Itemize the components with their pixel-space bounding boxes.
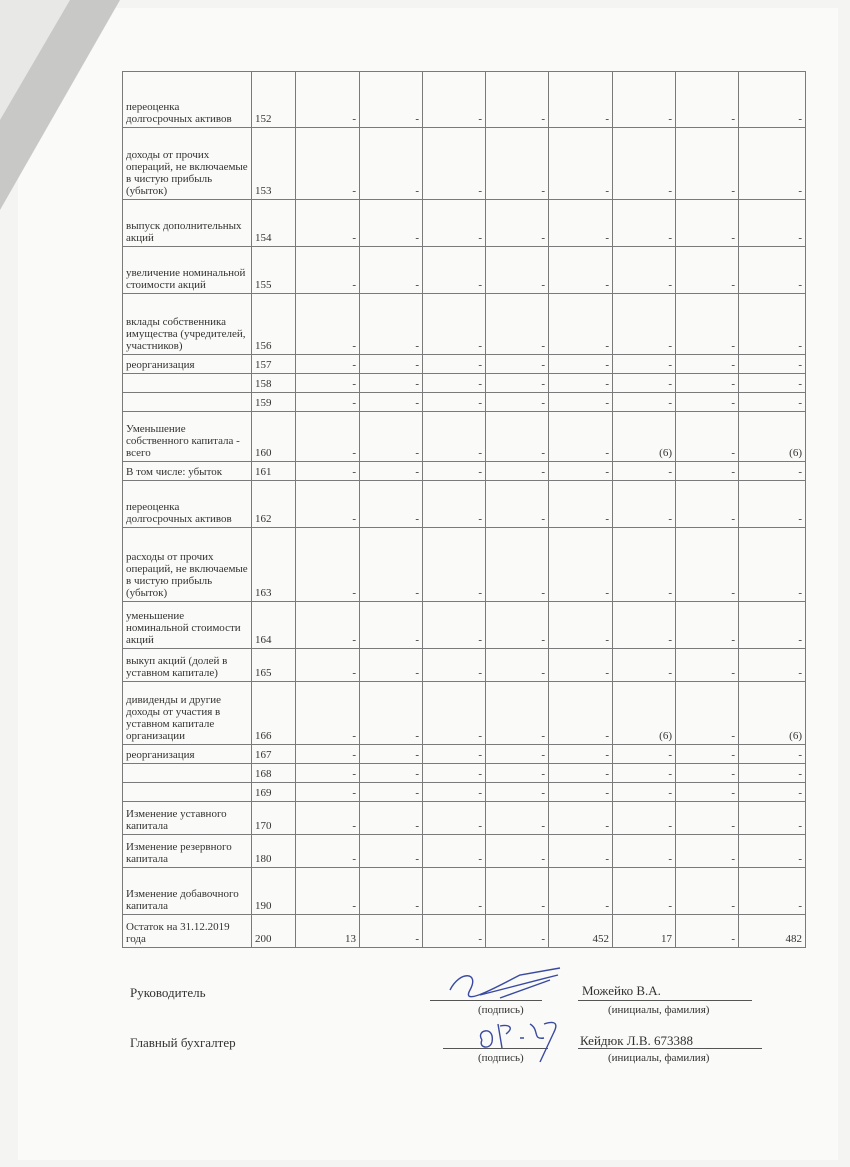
value-cell: - [486,462,549,481]
value-cell: - [549,682,613,745]
value-cell: - [486,649,549,682]
value-cell: - [423,128,486,200]
row-code: 152 [252,72,296,128]
value-cell: - [296,355,360,374]
value-cell: - [360,412,423,462]
value-cell: - [486,915,549,948]
value-cell: (6) [739,682,806,745]
value-cell: - [360,682,423,745]
value-cell: - [423,649,486,682]
value-cell: - [296,649,360,682]
table-row [123,915,806,948]
row-code: 168 [252,764,296,783]
value-cell: - [613,128,676,200]
value-cell: - [613,247,676,294]
value-cell: - [360,868,423,915]
value-cell: - [676,72,739,128]
value-cell: - [423,915,486,948]
value-cell: - [486,868,549,915]
value-cell: - [739,355,806,374]
row-code: 164 [252,602,296,649]
value-cell: - [549,374,613,393]
value-cell: - [486,602,549,649]
value-cell: - [676,602,739,649]
row-label: вклады собственника имущества (учредителей, участников) [123,294,252,355]
row-label: расходы от прочих операций, не включаемые в чистую прибыль (убыток) [123,528,252,602]
row-label [123,783,252,802]
value-cell: - [613,868,676,915]
value-cell: - [360,835,423,868]
value-cell: - [360,783,423,802]
row-code: 160 [252,412,296,462]
value-cell: - [676,649,739,682]
accountant-name: Кейдюк Л.В. 673388 [580,1033,694,1048]
value-cell: - [296,868,360,915]
head-name-line [578,1000,752,1001]
value-cell: - [296,72,360,128]
value-cell: - [739,294,806,355]
value-cell: - [613,783,676,802]
value-cell: - [423,602,486,649]
table-row [123,72,806,128]
head-title: Руководитель [130,985,206,1000]
value-cell: - [549,783,613,802]
value-cell: - [549,412,613,462]
value-cell: - [486,412,549,462]
value-cell: - [360,649,423,682]
row-label [123,374,252,393]
value-cell: - [739,745,806,764]
value-cell: - [613,294,676,355]
value-cell: - [423,462,486,481]
row-label: переоценка долгосрочных активов [123,72,252,128]
row-label [123,764,252,783]
table-row [123,649,806,682]
value-cell: - [676,247,739,294]
value-cell: - [360,355,423,374]
value-cell: - [296,682,360,745]
value-cell: - [613,802,676,835]
value-cell: - [296,128,360,200]
table-row [123,355,806,374]
value-cell: - [739,764,806,783]
value-cell: - [676,294,739,355]
value-cell: - [676,783,739,802]
row-code: 169 [252,783,296,802]
value-cell: - [739,602,806,649]
value-cell: - [423,72,486,128]
value-cell: - [613,481,676,528]
table-row [123,200,806,247]
value-cell: - [423,682,486,745]
value-cell: - [423,200,486,247]
value-cell: - [676,481,739,528]
value-cell: - [739,128,806,200]
value-cell: - [486,72,549,128]
value-cell: - [613,462,676,481]
value-cell: - [423,783,486,802]
value-cell: - [676,745,739,764]
table-row [123,835,806,868]
row-code: 157 [252,355,296,374]
value-cell: - [549,868,613,915]
value-cell: 452 [549,915,613,948]
row-label: дивиденды и другие доходы от участия в уставном капитале организации [123,682,252,745]
value-cell: - [423,868,486,915]
row-label: доходы от прочих операций, не включаемые в чистую прибыль (убыток) [123,128,252,200]
row-label: уменьшение номинальной стоимости акций [123,602,252,649]
value-cell: - [549,745,613,764]
head-name: Можейко В.А. [582,983,661,998]
value-cell: - [423,355,486,374]
folded-corner-shade [0,0,70,120]
row-code: 154 [252,200,296,247]
value-cell: - [739,200,806,247]
value-cell: - [296,200,360,247]
value-cell: - [423,802,486,835]
value-cell: - [613,649,676,682]
value-cell: - [486,393,549,412]
value-cell: - [676,412,739,462]
value-cell: - [423,247,486,294]
table-row [123,764,806,783]
row-code: 163 [252,528,296,602]
row-label: переоценка долгосрочных активов [123,481,252,528]
value-cell: - [296,602,360,649]
value-cell: - [296,783,360,802]
value-cell: - [549,294,613,355]
value-cell: - [549,72,613,128]
value-cell: - [549,764,613,783]
value-cell: - [486,528,549,602]
value-cell: - [549,200,613,247]
value-cell: - [613,835,676,868]
value-cell: - [739,649,806,682]
value-cell: - [423,294,486,355]
value-cell: - [549,355,613,374]
value-cell: - [676,764,739,783]
value-cell: - [296,764,360,783]
value-cell: - [739,528,806,602]
value-cell: - [486,764,549,783]
value-cell: - [676,528,739,602]
value-cell: - [739,868,806,915]
value-cell: - [613,200,676,247]
value-cell: - [296,412,360,462]
table-row [123,247,806,294]
value-cell: - [423,481,486,528]
value-cell: - [486,294,549,355]
row-code: 158 [252,374,296,393]
value-cell: - [360,528,423,602]
value-cell: - [486,374,549,393]
value-cell: - [739,481,806,528]
value-cell: (6) [613,412,676,462]
equity-changes-table [122,71,806,948]
value-cell: - [486,128,549,200]
value-cell: - [360,200,423,247]
row-code: 170 [252,802,296,835]
table-row [123,128,806,200]
row-code: 165 [252,649,296,682]
row-label: Изменение резервного капитала [123,835,252,868]
row-label: Остаток на 31.12.2019 года [123,915,252,948]
row-code: 159 [252,393,296,412]
value-cell: - [486,247,549,294]
row-label: реорганизация [123,355,252,374]
value-cell: 482 [739,915,806,948]
value-cell: - [296,294,360,355]
head-name-caption: (инициалы, фамилия) [608,1004,710,1016]
row-code: 200 [252,915,296,948]
table-row [123,462,806,481]
value-cell: - [676,868,739,915]
accountant-sign-caption: (подпись) [478,1052,524,1064]
value-cell: - [486,682,549,745]
value-cell: - [613,393,676,412]
value-cell: - [296,247,360,294]
value-cell: - [423,528,486,602]
row-code: 190 [252,868,296,915]
accountant-name-line [578,1048,762,1049]
value-cell: - [676,835,739,868]
value-cell: - [423,764,486,783]
value-cell: - [739,393,806,412]
value-cell: - [739,802,806,835]
row-label: увеличение номинальной стоимости акций [123,247,252,294]
table-row [123,528,806,602]
value-cell: - [296,835,360,868]
value-cell: - [423,835,486,868]
table-row [123,602,806,649]
row-code: 180 [252,835,296,868]
value-cell: - [486,481,549,528]
value-cell: - [360,764,423,783]
value-cell: - [613,355,676,374]
value-cell: - [676,462,739,481]
value-cell: - [676,802,739,835]
row-code: 153 [252,128,296,200]
value-cell: - [423,412,486,462]
value-cell: - [486,802,549,835]
value-cell: - [739,247,806,294]
value-cell: - [486,200,549,247]
accountant-name-caption: (инициалы, фамилия) [608,1052,710,1064]
row-code: 167 [252,745,296,764]
table-row [123,868,806,915]
value-cell: - [360,393,423,412]
value-cell: - [296,481,360,528]
head-sign-caption: (подпись) [478,1004,524,1016]
value-cell: - [360,802,423,835]
value-cell: - [423,745,486,764]
value-cell: - [549,462,613,481]
value-cell: - [360,462,423,481]
value-cell: - [549,649,613,682]
value-cell: - [549,802,613,835]
value-cell: - [676,682,739,745]
row-label: выпуск дополнительных акций [123,200,252,247]
value-cell: - [549,128,613,200]
value-cell: - [486,783,549,802]
value-cell: - [360,915,423,948]
row-code: 155 [252,247,296,294]
value-cell: - [549,528,613,602]
value-cell: - [613,745,676,764]
row-code: 162 [252,481,296,528]
value-cell: - [486,355,549,374]
value-cell: - [613,602,676,649]
value-cell: - [360,294,423,355]
value-cell: - [613,374,676,393]
table-row [123,682,806,745]
table-row [123,802,806,835]
value-cell: - [549,602,613,649]
table-row [123,745,806,764]
value-cell: (6) [739,412,806,462]
value-cell: 13 [296,915,360,948]
value-cell: - [423,393,486,412]
value-cell: - [423,374,486,393]
value-cell: - [739,374,806,393]
table-row [123,481,806,528]
table-row [123,412,806,462]
value-cell: - [296,745,360,764]
value-cell: - [360,72,423,128]
value-cell: (6) [613,682,676,745]
value-cell: - [739,462,806,481]
value-cell: - [296,462,360,481]
table-row [123,393,806,412]
value-cell: - [613,528,676,602]
value-cell: - [739,72,806,128]
value-cell: - [549,481,613,528]
value-cell: - [360,745,423,764]
value-cell: - [296,374,360,393]
value-cell: - [486,745,549,764]
table-row [123,374,806,393]
value-cell: - [549,247,613,294]
value-cell: - [549,393,613,412]
value-cell: - [676,374,739,393]
accountant-title: Главный бухгалтер [130,1035,236,1050]
value-cell: - [296,528,360,602]
value-cell: - [360,128,423,200]
row-label: В том числе: убыток [123,462,252,481]
value-cell: - [676,915,739,948]
value-cell: - [739,783,806,802]
value-cell: - [676,355,739,374]
value-cell: - [360,247,423,294]
row-label: выкуп акций (долей в уставном капитале) [123,649,252,682]
value-cell: - [613,764,676,783]
table-row [123,294,806,355]
head-signature-mark [440,960,570,1005]
row-label: Изменение уставного капитала [123,802,252,835]
value-cell: - [360,374,423,393]
value-cell: - [486,835,549,868]
value-cell: - [296,393,360,412]
value-cell: - [676,128,739,200]
value-cell: - [613,72,676,128]
value-cell: - [360,481,423,528]
row-label: Изменение добавочного капитала [123,868,252,915]
value-cell: - [360,602,423,649]
table-row [123,783,806,802]
value-cell: - [676,200,739,247]
value-cell: - [549,835,613,868]
row-code: 166 [252,682,296,745]
value-cell: - [296,802,360,835]
row-code: 161 [252,462,296,481]
row-label: реорганизация [123,745,252,764]
row-code: 156 [252,294,296,355]
value-cell: 17 [613,915,676,948]
value-cell: - [676,393,739,412]
row-label [123,393,252,412]
row-label: Уменьшение собственного капитала - всего [123,412,252,462]
value-cell: - [739,835,806,868]
